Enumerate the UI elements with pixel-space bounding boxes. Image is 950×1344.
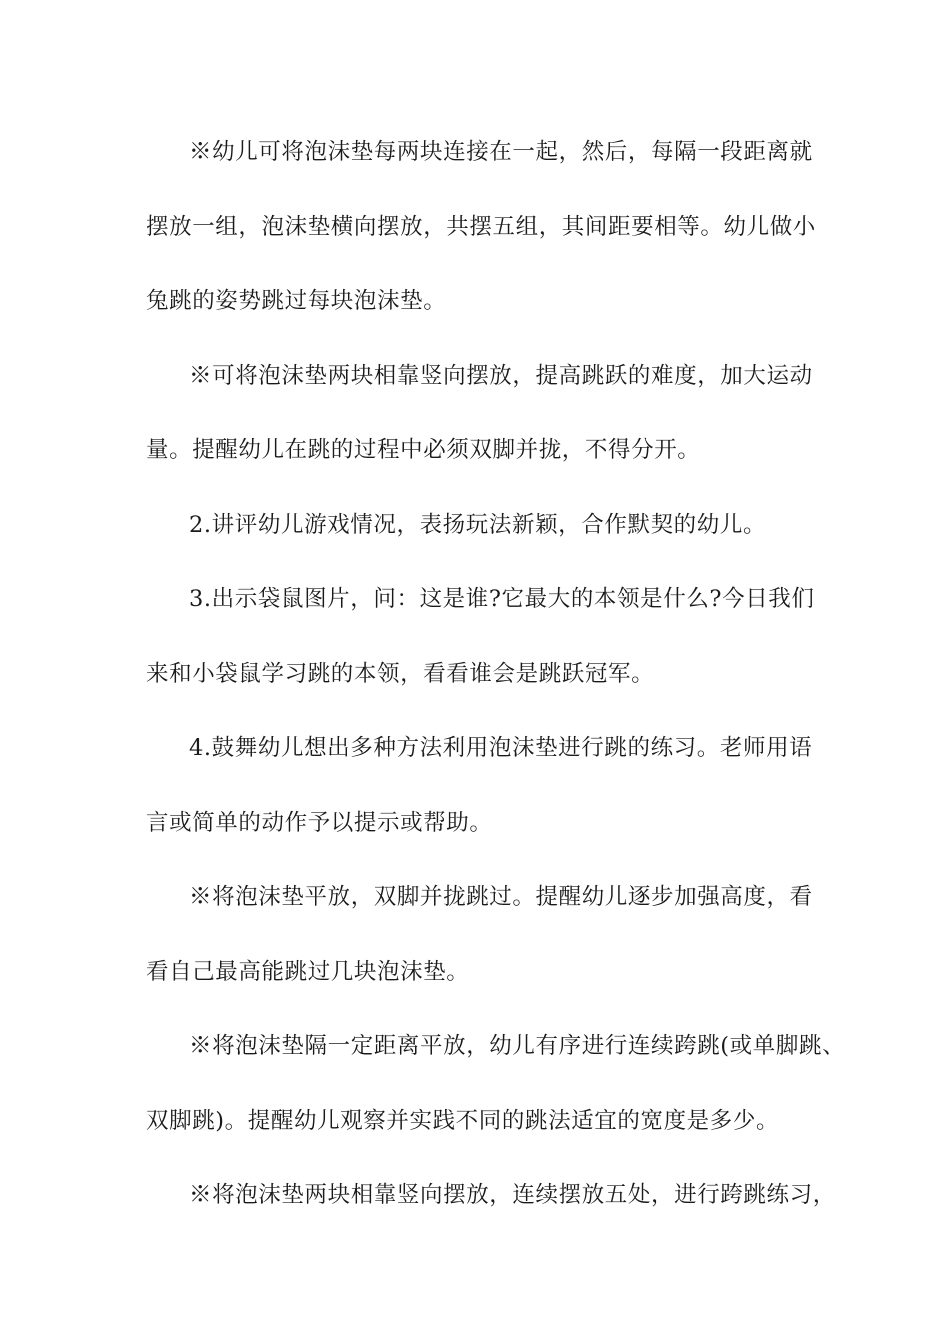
paragraph-line: ※幼儿可将泡沫垫每两块连接在一起，然后，每隔一段距离就 [189,139,813,165]
paragraph-line: 来和小袋鼠学习跳的本领，看看谁会是跳跃冠军。 [146,661,655,687]
paragraph-line: ※将泡沫垫平放，双脚并拢跳过。提醒幼儿逐步加强高度，看 [189,884,813,910]
paragraph-line: ※将泡沫垫两块相靠竖向摆放，连续摆放五处，进行跨跳练习， [189,1182,836,1208]
paragraph-line: 双脚跳)。提醒幼儿观察并实践不同的跳法适宜的宽度是多少。 [146,1108,780,1134]
paragraph-line: 摆放一组，泡沫垫横向摆放，共摆五组，其间距要相等。幼儿做小 [146,214,816,240]
paragraph-line: 兔跳的姿势跳过每块泡沫垫。 [146,288,447,314]
paragraph-line: 量。提醒幼儿在跳的过程中必须双脚并拢，不得分开。 [146,437,701,463]
paragraph-line: 4.鼓舞幼儿想出多种方法利用泡沫垫进行跳的练习。老师用语 [189,735,813,761]
paragraph-line: 3.出示袋鼠图片，问：这是谁?它最大的本领是什么?今日我们 [189,586,815,612]
paragraph-line: 言或简单的动作予以提示或帮助。 [146,810,493,836]
paragraph-line: ※将泡沫垫隔一定距离平放，幼儿有序进行连续跨跳(或单脚跳、 [189,1033,846,1059]
paragraph-line: 看自己最高能跳过几块泡沫垫。 [146,959,470,985]
paragraph-line: 2.讲评幼儿游戏情况，表扬玩法新颖，合作默契的幼儿。 [189,512,767,538]
paragraph-line: ※可将泡沫垫两块相靠竖向摆放，提高跳跃的难度，加大运动 [189,363,813,389]
